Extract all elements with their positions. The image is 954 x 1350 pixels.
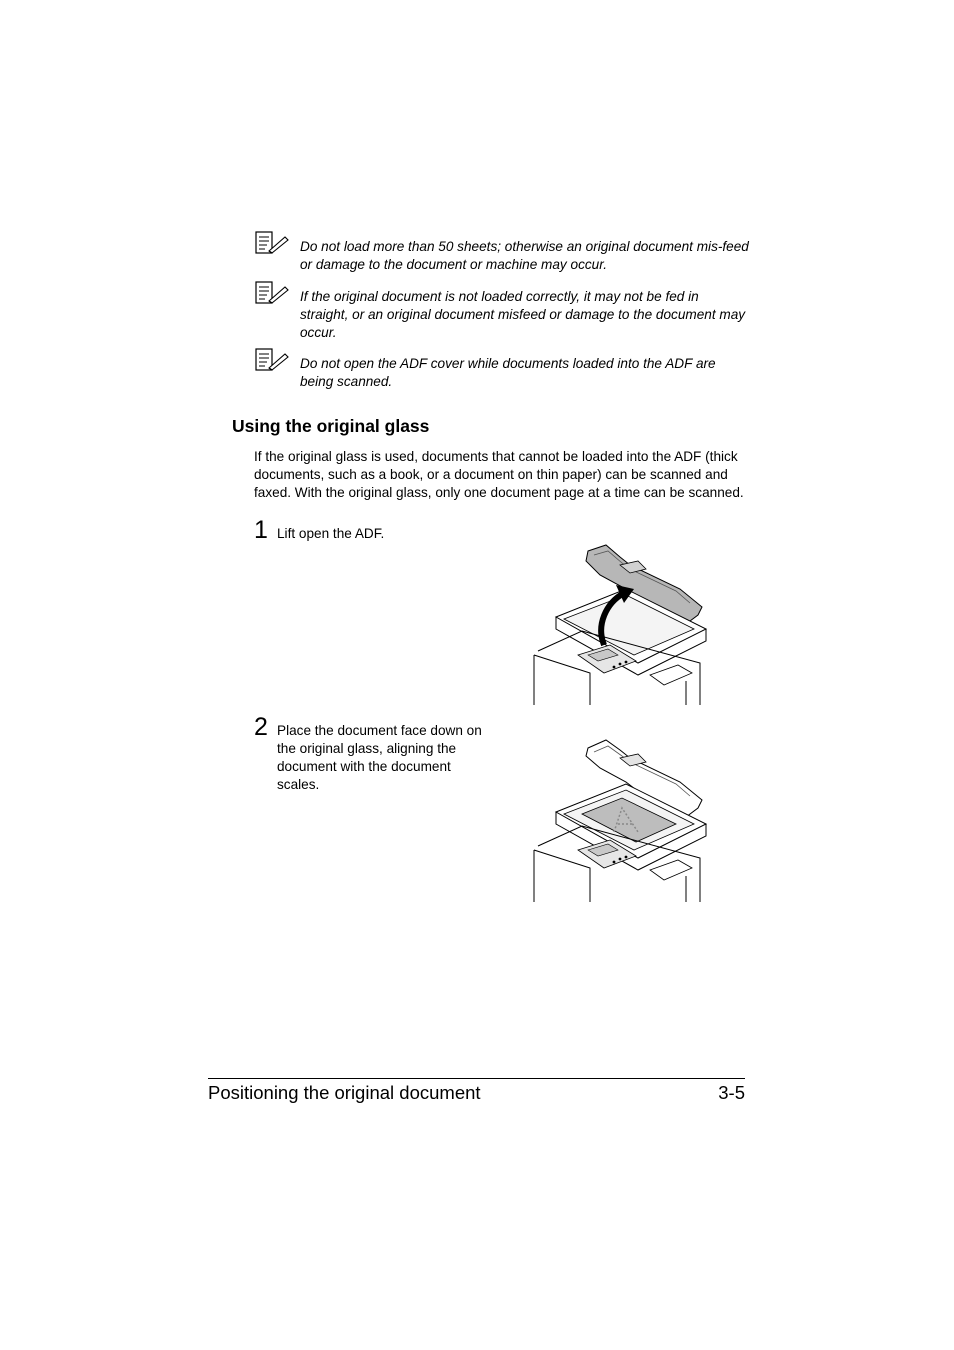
note-pencil-icon (255, 231, 289, 255)
note-pencil-icon (255, 281, 289, 305)
section-heading: Using the original glass (232, 416, 430, 436)
step-1-number: 1 (254, 516, 268, 544)
footer-page-number: 3-5 (718, 1082, 745, 1103)
section-intro: If the original glass is used, documents that cannot be loaded into the ADF (thick documents, such as a book, or a document on thin paper) can be scanned and faxed. With the original glass, only one document page at a time can be scanned. (254, 449, 744, 500)
figure-lift-adf (530, 543, 710, 705)
note-text: Do not open the ADF cover while documents loaded into the ADF are being scanned. (300, 356, 716, 389)
step-2-number: 2 (254, 713, 268, 741)
step-2-text: Place the document face down on the original glass, aligning the document with the document scales. (277, 723, 482, 792)
figure-place-document (530, 738, 710, 902)
footer-rule (208, 1078, 745, 1079)
note-text: If the original document is not loaded correctly, it may not be fed in straight, or an original document misfeed or damage to the document may occur. (300, 289, 746, 340)
note-pencil-icon (255, 348, 289, 372)
note-text: Do not load more than 50 sheets; otherwise an original document mis-feed or damage to the document or machine may occur. (300, 239, 749, 272)
footer-chapter-title: Positioning the original document (208, 1082, 481, 1103)
step-1-text: Lift open the ADF. (277, 526, 385, 541)
